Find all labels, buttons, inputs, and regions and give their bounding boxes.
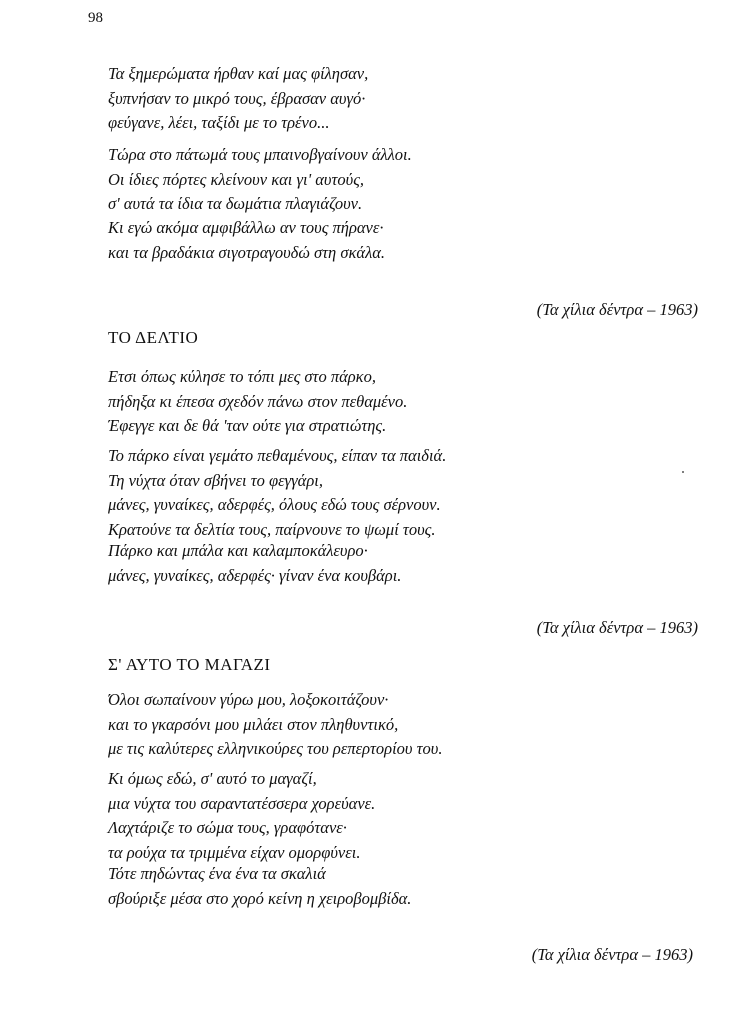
verse-line: πήδηξα κι έπεσα σχεδόν πάνω στον πεθαμένο. — [108, 391, 408, 411]
poem1-stanza-2 — [108, 143, 412, 217]
verse-line: Όλοι σωπαίνουν γύρω μου, λοξοκοιτάζουν· — [108, 690, 389, 709]
verse-line: σ' αυτά τα ίδια τα δωμάτια πλαγιάζουν. — [108, 194, 363, 213]
poem1-attribution: (Τα χίλια δέντρα – 1963) — [536, 300, 698, 319]
verse-line: μια νύχτα του σαραντατέσσερα χορεύανε. — [108, 793, 376, 813]
poem3-stanza-2 — [108, 767, 375, 865]
scan-speck — [682, 471, 684, 473]
verse-line: Κρατούνε τα δελτία τους, παίρνουνε το ψωμί τους. — [108, 519, 436, 539]
poem2-attribution: (Τα χίλια δέντρα – 1963) — [536, 618, 698, 637]
verse-line: Τότε πηδώντας ένα ένα τα σκαλιά — [108, 864, 326, 883]
poem2-title: ΤΟ ΔΕΛΤΙΟ — [108, 328, 199, 347]
poem3-stanza-1 — [108, 688, 442, 762]
verse-line: Τώρα στο πάτωμά τους μπαινοβγαίνουν άλλοι. — [108, 145, 412, 164]
verse-line: με τις καλύτερες ελληνικούρες του ρεπερτορίου του. — [108, 739, 443, 758]
poem2-stanza-3 — [108, 539, 401, 588]
verse-line: Τη νύχτα όταν σβήνει το φεγγάρι, — [108, 470, 323, 490]
verse-line: τα ρούχα τα τριμμένα είχαν ομορφύνει. — [108, 842, 361, 862]
verse-line: και τα βραδάκια σιγοτραγουδώ στη σκάλα. — [108, 242, 385, 262]
poem1-stanza-3 — [108, 216, 385, 265]
verse-line: φεύγανε, λέει, ταξίδι με το τρένο... — [108, 113, 330, 132]
poem2-stanza-2 — [108, 444, 446, 542]
verse-line: μάνες, γυναίκες, αδερφές· γίναν ένα κουβάρι. — [108, 565, 402, 585]
poem3-stanza-3 — [108, 862, 411, 911]
verse-line: ξυπνήσαν το μικρό τους, έβρασαν αυγό· — [108, 88, 366, 108]
verse-line: Έφεγγε και δε θά 'ταν ούτε για στρατιώτης. — [108, 416, 387, 435]
verse-line: Λαχτάριζε το σώμα τους, γραφότανε· — [108, 818, 347, 837]
verse-line: Ετσι όπως κύλησε το τόπι μες στο πάρκο, — [108, 367, 376, 386]
verse-line: Τα ξημερώματα ήρθαν καί μας φίλησαν, — [108, 64, 369, 83]
poem2-stanza-1 — [108, 365, 407, 439]
page-number: 98 — [88, 10, 103, 26]
verse-line: σβούριξε μέσα στο χορό κείνη η χειροβομβίδα. — [108, 888, 412, 908]
verse-line: Κι όμως εδώ, σ' αυτό το μαγαζί, — [108, 769, 317, 788]
verse-line: και το γκαρσόνι μου μιλάει στον πληθυντικό, — [108, 714, 399, 734]
poem3-attribution: (Τα χίλια δέντρα – 1963) — [531, 945, 693, 964]
verse-line: Το πάρκο είναι γεμάτο πεθαμένους, είπαν τα παιδιά. — [108, 446, 447, 465]
verse-line: Οι ίδιες πόρτες κλείνουν και γι' αυτούς, — [108, 169, 365, 189]
verse-line: Πάρκο και μπάλα και καλαμποκάλευρο· — [108, 541, 368, 560]
verse-line: Κι εγώ ακόμα αμφιβάλλω αν τους πήρανε· — [108, 218, 384, 237]
poem3-title: Σ' ΑΥΤΟ ΤΟ ΜΑΓΑΖΙ — [108, 655, 271, 674]
poem1-stanza-1 — [108, 62, 368, 136]
verse-line: μάνες, γυναίκες, αδερφές, όλους εδώ τους σέρνουν. — [108, 495, 441, 514]
